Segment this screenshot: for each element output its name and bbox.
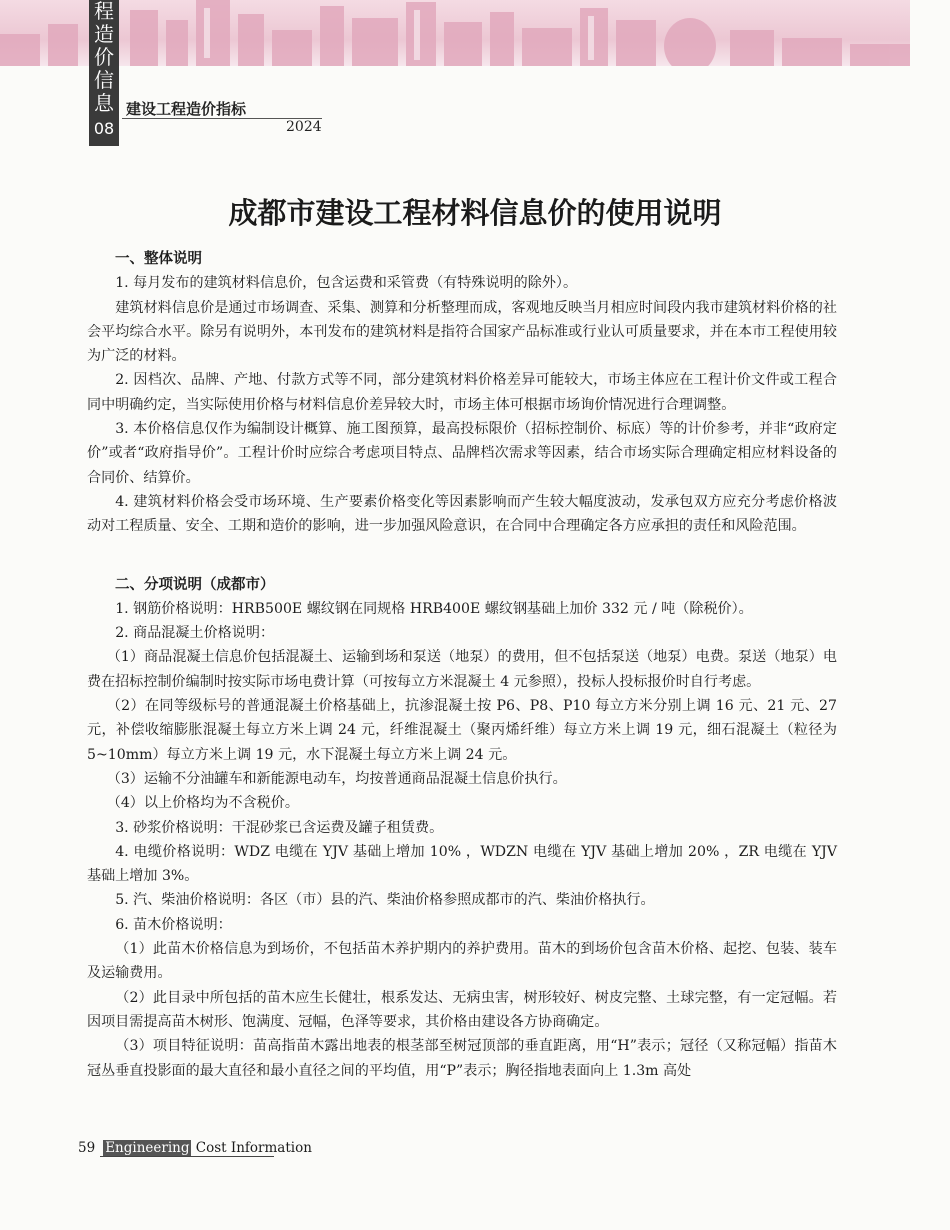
paragraph: （1）此苗木价格信息为到场价，不包括苗木养护期内的养护费用。苗木的到场价包含苗木价格、起挖、包装、装车及运输费用。: [87, 941, 837, 982]
paragraph: （3）运输不分油罐车和新能源电动车，均按普通商品混凝土信息价执行。: [106, 770, 567, 787]
paragraph: 2. 因档次、品牌、产地、付款方式等不同，部分建筑材料价格差异可能较大，市场主体应在工程计价文件或工程合同中明确约定，当实际使用价格与材料信息价差异较大时，市场主体可根据市场询价情况进行合理调整。: [87, 372, 837, 413]
paragraph: 2. 商品混凝土价格说明：: [115, 625, 275, 642]
footer-divider: [100, 1156, 274, 1157]
paragraph: 建筑材料信息价是通过市场调查、采集、测算和分析整理而成，客观地反映当月相应时间段内我市建筑材料价格的社会平均综合水平。除另有说明外，本刊发布的建筑材料是指符合国家产品标准或行业认可质量要求，并在本市工程使用较为广泛的材料。: [87, 299, 837, 365]
city-skyline-graphic: [0, 0, 910, 66]
paragraph: （2）此目录中所包括的苗木应生长健壮，根系发达、无病虫害，树形较好、树皮完整、土球完整，有一定冠幅。若因项目需提高苗木树形、饱满度、冠幅，色泽等要求，其价格由建设各方协商确定。: [87, 989, 837, 1030]
paragraph: 1. 钢筋价格说明：HRB500E 螺纹钢在同规格 HRB400E 螺纹钢基础上加价 332 元 / 吨（除税价）。: [115, 600, 753, 617]
section-heading-itemized: 二、分项说明（成都市）: [115, 576, 275, 593]
paragraph: 4. 电缆价格说明：WDZ 电缆在 YJV 基础上增加 10% ，WDZN 电缆在 YJV 基础上增加 20% ，ZR 电缆在 YJV 基础上增加 3%。: [87, 843, 837, 885]
paragraph: 4. 建筑材料价格会受市场环境、生产要素价格变化等因素影响而产生较大幅度波动，发承包双方应充分考虑价格波动对工程质量、安全、工期和造价的影响，进一步加强风险意识，在合同中合理确定各方应承担的责任和风险范围。: [87, 493, 837, 535]
paragraph: 3. 砂浆价格说明：干混砂浆已含运费及罐子租赁费。: [115, 819, 444, 836]
section-title: 建设工程造价指标: [126, 100, 247, 118]
header-year: 2024: [286, 119, 322, 135]
page-title: 成都市建设工程材料信息价的使用说明: [228, 196, 722, 230]
section-spacer: [87, 539, 837, 573]
issue-number: 08: [93, 119, 115, 138]
journal-tag: Engineering: [105, 1140, 190, 1156]
page-footer: [78, 1140, 312, 1156]
section-heading-overall: 一、整体说明: [115, 251, 202, 267]
paragraph: （2）在同等级标号的普通混凝土价格基础上，抗渗混凝土按 P6、P8、P10 每立方米分别上调 16 元、21 元、27 元，补偿收缩膨胀混凝土每立方米上调 24 元，纤维混凝土（聚丙烯纤维）每立方米上调 19 元，细石混凝土（粒径为 5~10mm）每立方米上调 19 元，水下混凝土每立方米上调 24 元。: [87, 698, 837, 763]
journal-side-tab: [89, 0, 119, 146]
journal-name: Cost Information: [195, 1140, 312, 1156]
page-number: 59: [78, 1140, 96, 1156]
paragraph: 1. 每月发布的建筑材料信息价，包含运费和采管费（有特殊说明的除外）。: [115, 275, 578, 292]
paragraph: （1）商品混凝土信息价包括混凝土、运输到场和泵送（地泵）的费用，但不包括泵送（地泵）电费。泵送（地泵）电费在招标控制价编制时按实际市场电费计算（可按每立方米混凝土 4 元参照），投标人投标报价时自行考虑。: [87, 649, 837, 690]
header-banner: [0, 0, 910, 66]
document-body: [87, 247, 837, 1083]
paragraph: 6. 苗木价格说明：: [115, 916, 232, 933]
side-tab-label: 程造价信息: [94, 0, 114, 115]
paragraph: 5. 汽、柴油价格说明：各区（市）县的汽、柴油价格参照成都市的汽、柴油价格执行。: [115, 892, 655, 909]
paragraph: （3）项目特征说明：苗高指苗木露出地表的根茎部至树冠顶部的垂直距离，用“H”表示；冠径（又称冠幅）指苗木冠丛垂直投影面的最大直径和最小直径之间的平均值，用“P”表示；胸径指地表面向上 1.3m 高处: [87, 1038, 837, 1079]
paragraph: 3. 本价格信息仅作为编制设计概算、施工图预算，最高投标限价（招标控制价、标底）等的计价参考，并非“政府定价”或者“政府指导价”。工程计价时应综合考虑项目特点、品牌档次需求等因素，结合市场实际合理确定相应材料设备的合同价、结算价。: [87, 421, 837, 486]
paragraph: （4）以上价格均为不含税价。: [106, 795, 299, 812]
